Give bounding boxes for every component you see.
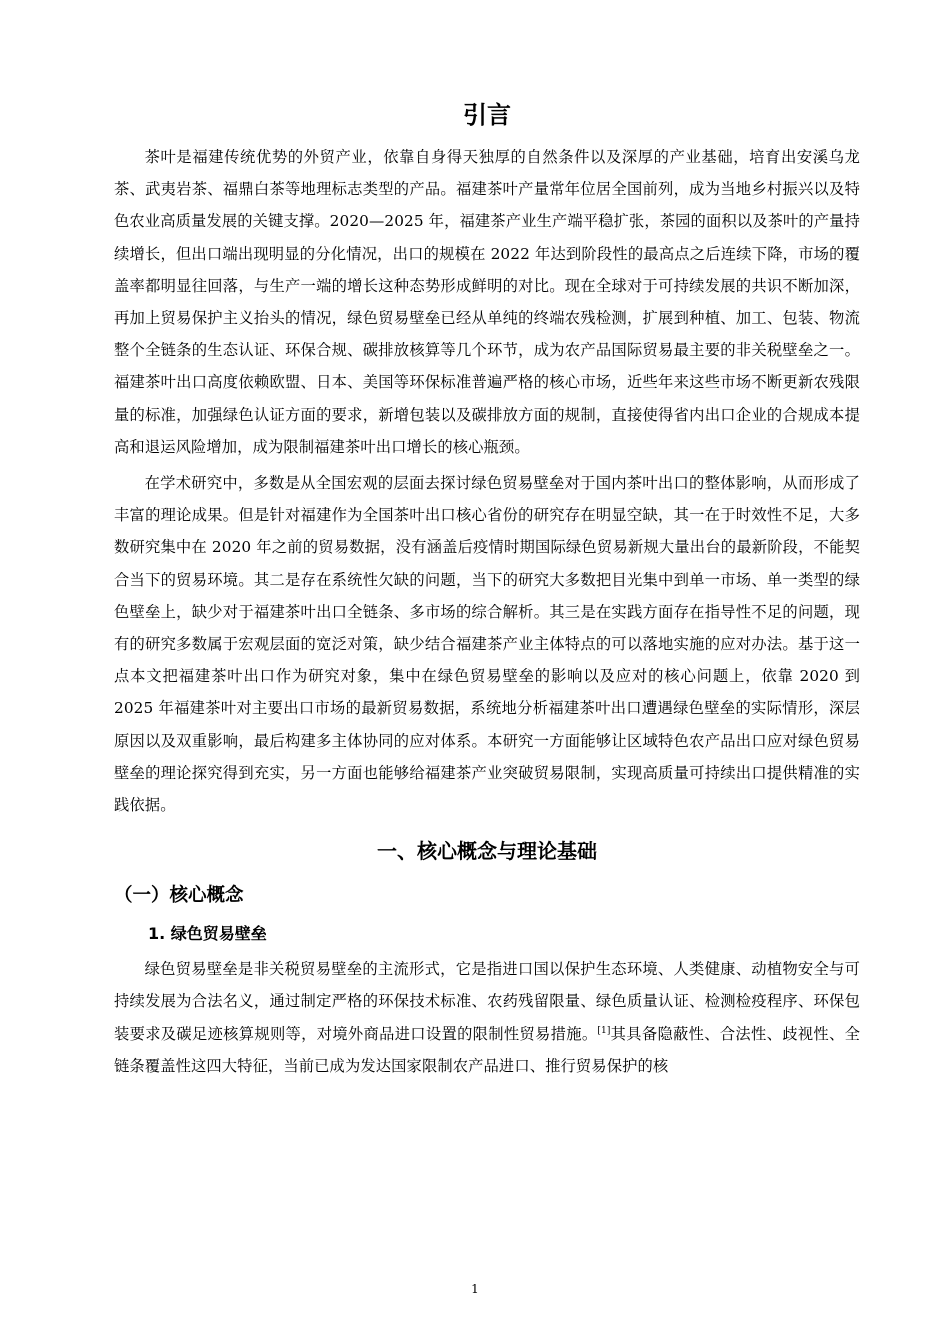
citation-ref-1: [1]	[597, 1025, 611, 1036]
item-paragraph-1	[114, 953, 860, 1082]
section-heading-1: 一、核心概念与理论基础	[377, 839, 597, 864]
item-heading-1: 1. 绿色贸易壁垒	[148, 924, 267, 944]
subsection-heading-1: （一）核心概念	[114, 885, 244, 907]
page-content	[114, 97, 860, 1082]
item-text-before-ref: 绿色贸易壁垒是非关税贸易壁垒的主流形式，它是指进口国以保护生态环境、人类健康、动植物安全与可持续发展为合法名义，通过制定严格的环保技术标准、农药残留限量、绿色质量认证、检测检疫程序、环保包装要求及碳足迹核算规则等，对境外商品进口设置的限制性贸易措施。	[114, 960, 860, 1043]
item-text-after-ref: 其具备隐蔽性、合法性、歧视性、全链条覆盖性这四大特征，当前已成为发达国家限制农产品进口、推行贸易保护的核	[114, 1024, 860, 1075]
intro-paragraph-2: 在学术研究中，多数是从全国宏观的层面去探讨绿色贸易壁垒对于国内茶叶出口的整体影响，从而形成了丰富的理论成果。但是针对福建作为全国茶叶出口核心省份的研究存在明显空缺，其一在于时效性不足，大多数研究集中在 2020 年之前的贸易数据，没有涵盖后疫情时期国际绿色贸易新规大量出台的最新阶段，不能契合当下的贸易环境。其二是存在系统性欠缺的问题，当下的研究大多数把目光集中到单一市场、单一类型的绿色壁垒上，缺少对于福建茶叶出口全链条、多市场的综合解析。其三是在实践方面存在指导性不足的问题，现有的研究多数属于宏观层面的宽泛对策，缺少结合福建茶产业主体特点的可以落地实施的应对办法。基于这一点本文把福建茶叶出口作为研究对象，集中在绿色贸易壁垒的影响以及应对的核心问题上，依靠 2020 到 2025 年福建茶叶对主要出口市场的最新贸易数据，系统地分析福建茶叶出口遭遇绿色壁垒的实际情形，深层原因以及双重影响，最后构建多主体协同的应对体系。本研究一方面能够让区域特色农产品出口应对绿色贸易壁垒的理论探究得到充实，另一方面也能够给福建茶产业突破贸易限制，实现高质量可持续出口提供精准的实践依据。	[114, 474, 860, 815]
intro-paragraph-1: 茶叶是福建传统优势的外贸产业，依靠自身得天独厚的自然条件以及深厚的产业基础，培育出安溪乌龙茶、武夷岩茶、福鼎白茶等地理标志类型的产品。福建茶叶产量常年位居全国前列，成为当地乡村振兴以及特色农业高质量发展的关键支撑。2020—2025 年，福建茶产业生产端平稳扩张，茶园的面积以及茶叶的产量持续增长，但出口端出现明显的分化情况，出口的规模在 2022 年达到阶段性的最高点之后连续下降，市场的覆盖率都明显往回落，与生产一端的增长这种态势形成鲜明的对比。现在全球对于可持续发展的共识不断加深，再加上贸易保护主义抬头的情况，绿色贸易壁垒已经从单纯的终端农残检测，扩展到种植、加工、包装、物流整个全链条的生态认证、环保合规、碳排放核算等几个环节，成为农产品国际贸易最主要的非关税壁垒之一。福建茶叶出口高度依赖欧盟、日本、美国等环保标准普遍严格的核心市场，近些年来这些市场不断更新农残限量的标准，加强绿色认证方面的要求，新增包装以及碳排放方面的规制，直接使得省内出口企业的合规成本提高和退运风险增加，成为限制福建茶叶出口增长的核心瓶颈。	[114, 148, 860, 456]
page-number: 1	[471, 1282, 479, 1296]
page-title: 引言	[463, 101, 511, 129]
